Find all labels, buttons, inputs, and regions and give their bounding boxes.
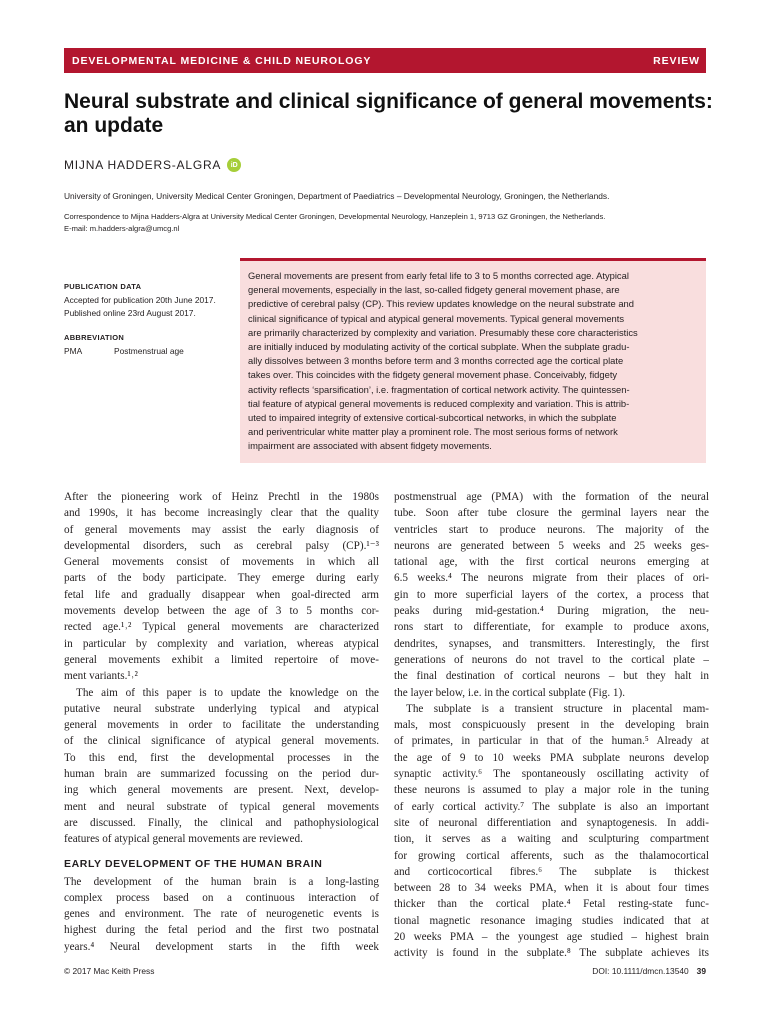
abstract-line: are primarily characterized by complexity and variation. Presumably these core characteristics [248,326,638,338]
abstract-line: takes over. This coincides with the fidgety general movement phase. Conceivably, fidgety [248,369,618,381]
article-title [64,90,714,138]
doi-link[interactable]: DOI: 10.1111/dmcn.13540 [592,966,689,976]
body-line: General movements consist of movements in which all [64,556,379,569]
body-line: the age of 9 to 10 weeks PMA subplate neurons develop [394,751,709,764]
body-line: The aim of this paper is to update the knowledge on the [76,686,379,699]
body-line: in particular by complexity and variation, whereas atypical [64,637,379,650]
published-date: Published online 23rd August 2017. [64,308,196,318]
body-line: thicker than the cortical plate.⁴ Fetal resting-state func- [394,898,709,911]
body-line: fetal life and gradually disappear when goal-directed arm [64,588,379,601]
body-line: of early cortical activity.⁷ The subplate is also an important [394,800,709,813]
body-line: After the pioneering work of Heinz Prechtl in the 1980s [64,491,379,503]
body-line: tion, it serves as a waiting and sculpturing compartment [394,833,709,846]
body-line: ing which general movements are present. Next, develop- [64,784,379,797]
body-line: these neurons is assumed to play a major role in the tuning [394,784,709,797]
body-line: activity is found in the subplate.⁸ The subplate achieves its [394,947,709,960]
accepted-date: Accepted for publication 20th June 2017. [64,295,216,305]
body-line: years.⁴ Neural development starts in the fifth week [64,940,379,953]
footer-doi-page [592,966,706,976]
body-line: complex process based on a continuous interaction of [64,891,379,904]
journal-name: DEVELOPMENTAL MEDICINE & CHILD NEUROLOGY [72,54,372,67]
body-line: tional magnetic resonance imaging studies indicated that at [394,914,709,927]
body-line: mals, most conspicuously present in the developing brain [394,719,709,732]
body-line: and corticocortical fibres.⁶ The subplate is thickest [394,865,709,878]
author-name: MIJNA HADDERS-ALGRA [64,158,222,172]
body-line: generations of neurons do not travel to the cortical plate – [394,653,709,666]
body-line: postmenstrual age (PMA) with the formation of the neural [394,491,709,503]
body-line: for growing cortical afferents, such as the thalamocortical [394,849,709,862]
body-line: the layer below, i.e. in the cortical subplate (Fig. 1). [394,686,626,699]
body-line: rected age.¹˒² Typical general movements are characterized [64,621,379,634]
abbreviation-key: PMA [64,346,83,356]
body-line: 20 weeks PMA – the youngest age studied – highest brain [394,931,709,944]
body-line: the final destination of cortical neurons – but they halt in [394,670,709,683]
journal-banner [64,48,706,73]
body-line: 6.5 weeks.⁴ The neurons migrate from their places of ori- [394,572,709,585]
body-line: and 1990s, it has become increasingly clear that the quality [64,507,379,520]
body-line: of general movements may assist the early diagnosis of [64,523,379,536]
orcid-icon[interactable]: iD [227,158,241,172]
abstract-line: General movements are present from early fetal life to 3 to 5 months corrected age. Atypical [248,270,629,281]
side-info [64,282,234,358]
body-line: of primates, in particular in that of the human.⁵ Already at [394,735,709,748]
publication-data-heading: PUBLICATION DATA [64,282,142,291]
body-line: highest during the fetal period and the first two postnatal [64,924,379,937]
body-line: ment and neural substrate of typical general movements [64,800,379,813]
affiliation: University of Groningen, University Medical Center Groningen, Department of Paediatrics – Developmental Neurology, Groningen, the Netherlands. [64,191,610,201]
abstract-line: tial feature of atypical general movements is reduced complexity and variation. This is attrib- [248,397,630,409]
section-label: REVIEW [653,54,700,67]
page-number: 39 [696,966,706,976]
section-heading: EARLY DEVELOPMENT OF THE HUMAN BRAIN [64,857,323,870]
title-line: Neural substrate and clinical significance of general movements: [64,90,713,113]
body-line: site of neuronal differentiation and synaptogenesis. In addi- [394,816,709,829]
body-line: gin to more superficial layers of the cortex, a process that [394,588,709,601]
body-right-column [394,489,709,962]
abstract-line: and periventricular white matter play a prominent role. The most serious forms of network [248,426,618,438]
abbreviation-value: Postmenstrual age [114,346,184,356]
correspondence [64,211,605,235]
body-line: developmental disorders, such as cerebral palsy (CP).¹⁻³ [64,539,379,552]
abstract-line: general movements, especially in the last, so-called fidgety general movement phase, are [248,284,620,296]
body-line: parts of the body participate. They emerge during early [64,572,379,585]
abbreviation-heading: ABBREVIATION [64,333,125,342]
body-line: ment variants.¹˒² [64,670,138,683]
body-line: movements develop between the age of 3 to 5 months cor- [64,605,379,618]
body-line: synaptic activity.⁶ The spontaneously oscillating activity of [394,768,709,781]
abstract-line: activity reflects ‘sparsification’, i.e. fragmentation of cortical network activity. The quintessen- [248,383,630,395]
body-line: putative neural substrate underlying typical and atypical [64,702,379,715]
body-line: features of atypical general movements are reviewed. [64,833,303,846]
body-line: peaks during mid-gestation.⁴ During migration, the neu- [394,605,709,618]
body-line: genes and environment. The rate of neurogenetic events is [64,908,379,921]
body-line: To this end, first the developmental processes in the [64,751,379,764]
body-line: dendrites, synapses, and transmitters. Interestingly, the first [394,637,709,650]
correspondence-line: Correspondence to Mijna Hadders-Algra at University Medical Center Groningen, Developmental Neurology, Hanzeplein 1, 9713 GZ Groningen, the Netherlands. [64,212,606,221]
body-line: of the clinical significance of atypical general movements. [64,735,379,748]
body-line: The development of the human brain is a long-lasting [64,875,379,888]
abstract-line: predictive of cerebral palsy (CP). This review updates knowledge on the neural substrate and [248,298,634,310]
body-line: rons start to differentiate, for example to produce axons, [394,621,709,634]
body-line: human brain are summarized focussing on the period dur- [64,768,379,781]
body-left-column [64,489,379,955]
abstract-line: uted to impaired integrity of extensive cortical-subcortical networks, in which the subplate [248,412,617,424]
body-line: tube. Soon after tube closure the germinal layers near the [394,507,709,520]
body-line: general movements in order to facilitate the understanding [64,719,379,732]
copyright: © 2017 Mac Keith Press [64,966,155,976]
abstract-box [240,258,706,463]
email-line[interactable]: E-mail: m.hadders-algra@umcg.nl [64,224,180,233]
abstract-line: clinical significance of typical and atypical general movements. Typical general movements [248,312,625,324]
author-line [64,158,241,172]
abstract-line: are initially induced by modulating activity of the cortical subplate. When the subplate gradu- [248,341,630,353]
abstract-line: impairment are associated with absent fidgety movements. [248,440,492,452]
title-line: an update [64,114,164,137]
body-line: general movements exhibit a limited repertoire of move- [64,653,379,666]
body-line: neurons are generated between 5 weeks and 25 weeks ges- [394,539,709,552]
body-line: ventricles start to produce neurons. The majority of the [394,523,709,536]
body-line: tational age, with the first cortical neurons emerging at [394,556,709,569]
abbreviation-row [64,345,234,358]
abstract-line: ally dissolves between 3 months before term and 3 months corrected age the cortical plate [248,355,624,367]
body-line: are discussed. Finally, the clinical and pathophysiological [64,816,379,829]
body-line: between 28 to 34 weeks PMA, when it is about four times [394,882,709,895]
body-line: The subplate is a transient structure in placental mam- [406,702,709,715]
